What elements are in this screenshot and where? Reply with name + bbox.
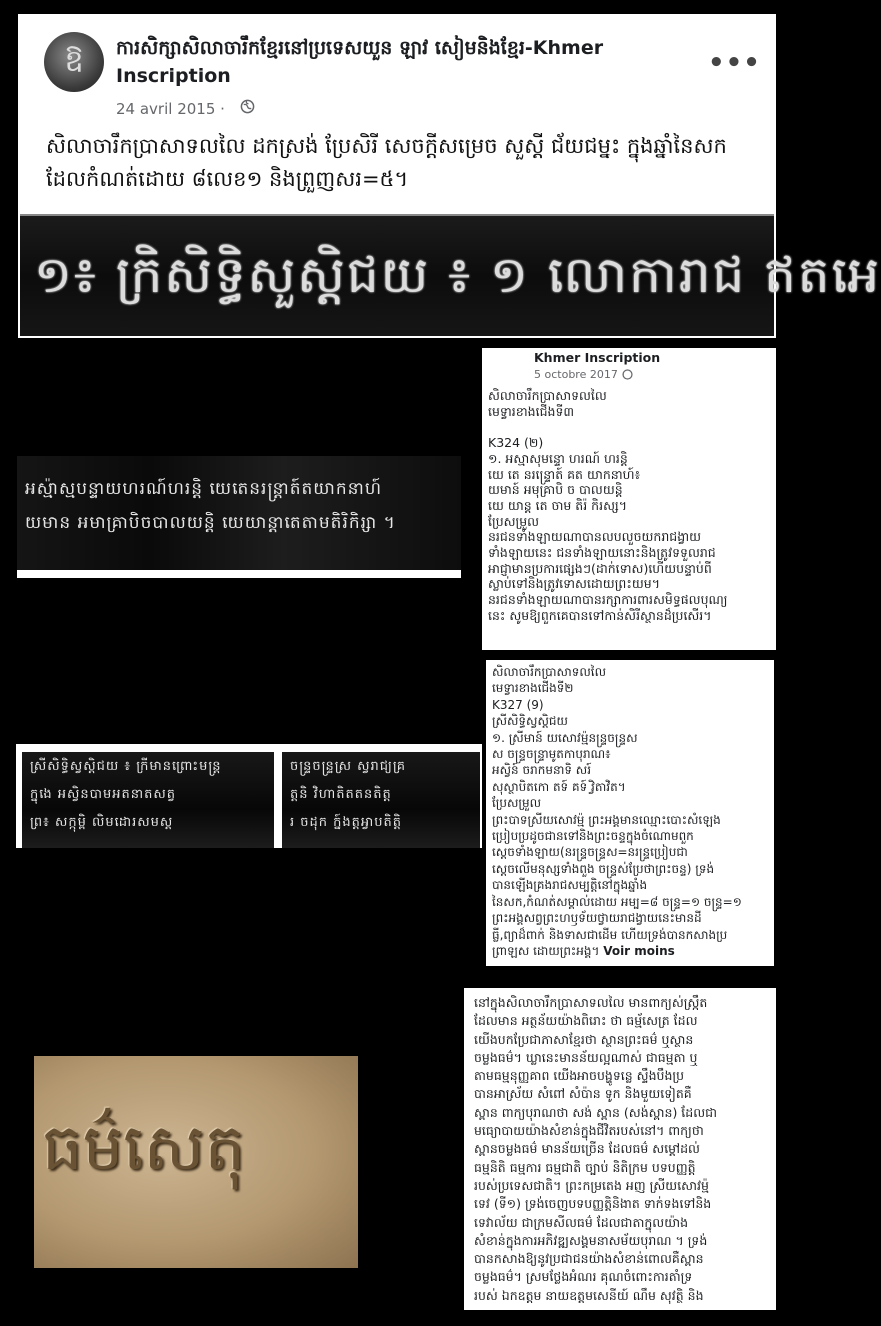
panel-timestamp[interactable]: 5 octobre 2017 ·: [534, 368, 625, 381]
text-line: អស្វិន៍ ចរាកមនាទិ សរ៍: [492, 763, 592, 778]
text-line: នេះ សូមឱ្យពួកគេបានទៅកាន់សិរីស្ថានដ៏ប្រសើរ។: [488, 607, 712, 623]
rubbing-line: ចន្ទ្រចន្ទ្រស្រ ស្វរាជ្យគ្រ: [290, 759, 407, 774]
text-line: K324 (២): [488, 435, 544, 451]
text-line: ដែលមាន អត្ថន័យយ៉ាងពិរោះ ថា ធម្ម័សេត្រ ដែល: [474, 1013, 698, 1029]
avatar-seal-icon: ឱ: [64, 44, 84, 79]
text-line: ចម្លងធម៌។ ស្រមថ្លែងអំណរ គុណចំពោះការតាំទ្រ: [474, 1269, 693, 1285]
see-less-link[interactable]: Voir moins: [603, 943, 675, 958]
text-line: ស្ពានចម្លងធម៌ មានន័យច្រើន ដែលធម៌ សម្ដៅដល់: [474, 1141, 700, 1157]
text-line: យេ តេ នរន្ទ្រោត៍ គត យាកនាហ៍៖: [488, 466, 641, 482]
text-line: សំខាន់ក្នុងការអភិវឌ្ឍសង្គមនាសម័យបុរាណ ។ ទ្រង់: [474, 1232, 708, 1248]
text-line: បានអាស្រ័យ សំពៅ សំប៉ាន ទូក និងមួយទៀតគឺ: [474, 1086, 692, 1102]
inscription-banner-image[interactable]: [20, 214, 881, 336]
text-line: ធ្លី,ព្យាដ៏ពាក់ និងទាសជាដើម ហើយទ្រង់បានកសាងប្រ: [492, 927, 728, 942]
text-line: ស្ពាន ពាក្យបុរាណថា សង់ ស្ពាន (សង់ស្ពាន) ដែលជា: [474, 1104, 717, 1120]
text-line: យមាន៍ អមុគ្រាបិ ច បាលយន្តិ: [488, 482, 623, 498]
text-fragment: ព្រាឡស ដោយព្រះអង្គ។: [492, 943, 600, 958]
post-card: [18, 14, 881, 338]
text-line: ប្រែសម្រួល: [488, 513, 540, 529]
text-line: ស្តេចទាំងឡាយ(នរន្ទ្រចន្ទ្រស=នរន្ទ្រប្រៀបជា: [492, 845, 688, 860]
page-name-link[interactable]: ការសិក្សាសិលាចារឹកខ្មែរនៅប្រទេសយួន ឡាវ សៀមនិងខ្មែរ-Khmer Inscription: [116, 37, 604, 87]
text-line: ចម្លងធម៌។ ឃ្លានេះមានន័យល្អណាស់ ជាធម្មតា ឬ: [474, 1049, 698, 1065]
text-line: មេទ្វារខាងជើងទី៣: [488, 403, 575, 419]
post-timestamp[interactable]: 24 avril 2015 ·: [116, 100, 225, 118]
text-line: បានកសាងឱ្យនូវប្រជាជនយ៉ាងសំខាន់ពោលគឺស្ពាន: [474, 1251, 704, 1267]
text-line: ទាំងឡាយនេះ ជនទាំងឡាយនោះនិងត្រូវទទួលរាជ: [488, 545, 716, 561]
text-line: មេទ្វារខាងជើងទី២: [492, 681, 574, 696]
text-line: សុស្ថាបិតកោ តទ៍ គទ៍ វ្វិតាវិត។: [492, 779, 626, 794]
text-line: យើងបកប្រែជាភាសាខ្មែរថា ស្ថានព្រះធម៌ ឬស្ថាន: [474, 1031, 694, 1047]
text-line: ធម្មនិតិ ធម្មការ ធម្មជាតិ ច្បាប់ និតិក្រម បទបញ្ញត្តិ: [474, 1159, 696, 1175]
panel-body: [474, 994, 770, 1305]
text-line: ព្រះអង្គសព្វព្រះហឫទ័យថ្វាយរាជង្វាយនេះមានដី: [492, 911, 702, 926]
inscription-rubbing-image-2: [16, 744, 482, 848]
rubbing-pane-left: [22, 752, 274, 848]
rubbing-line: រ ចដុក ក្ន៍ងត្តអ្វាបតិត្តិ: [290, 815, 403, 830]
inscription-rubbing-image-1: [17, 456, 461, 578]
text-line: សិលាចារឹកប្រាសាទលលៃ: [488, 388, 607, 403]
text-line: ១. ស្រីមាន៍ យសោវម៉្មនន្ទ្រចន្ទ្រស: [492, 730, 638, 745]
text-line: K327 (9): [492, 697, 544, 712]
text-line: សិលាចារឹកប្រាសាទលលៃ: [492, 665, 607, 679]
globe-icon: [622, 369, 633, 380]
text-line: ប្រែសម្រួល: [492, 796, 542, 811]
panel-page-name[interactable]: Khmer Inscription: [534, 350, 661, 365]
banner-inscription-text: ១៖ ក្រិសិទ្ធិសួស្តិជយ ៖ ១ លោការាជ ឥតអេ: [34, 246, 881, 304]
page-avatar[interactable]: [44, 32, 104, 92]
panel-body: [492, 664, 772, 959]
text-panel-k324: [482, 348, 776, 650]
text-line: របស់ ឯកឧត្តម នាយឧត្តមសេនីយ៍ ណឹម សុវត្ថិ និង: [474, 1287, 704, 1303]
text-line: នៃសក,កំណត់សម្គាល់ដោយ អម្ប=៨ ចន្ទ្រ=១ ចន្ទ្រ=១: [492, 894, 742, 909]
rubbing-line: ស្រីសិទ្ធិស្វស្តិជយ ៖ ក្រីមានព្រោះមន្ត្រ: [30, 759, 222, 774]
text-line: បានឡើងគ្រងរាជសម្បត្តិនៅក្នុងឆ្នាំង: [492, 878, 648, 893]
text-line: នៅក្នុងសិលាចារឹកប្រាសាទលលៃ មានពាក្យស់ស្រ្កឹត: [474, 995, 708, 1010]
rubbing-line: អស្ម៉ាស្មបន្ទាយហរណ៍ហរន្តិ យេតេនរន្រ្តាត៍តយាកនាហ៍: [25, 479, 383, 499]
text-line: មធ្យោបាយយ៉ាងសំខាន់ក្នុងជីវិតរបស់នៅ។ ពាក្យថា: [474, 1123, 704, 1139]
text-line: ស ចន្ទ្រចន្ទ្រាមូតកាបុរាណ៖: [492, 747, 611, 762]
carved-stone-photo: [34, 1056, 358, 1268]
text-line: ទេវ (ទី១) ទ្រង់ចេញបទបញ្ញត្តិនិងាត ទាក់ទងទៅនិង: [474, 1196, 712, 1212]
text-line: យេ យាន្ត តេ ចាម តិរ៉ កិរស្ស។: [488, 497, 627, 513]
text-line: ស្រីសិទ្ធិស្វស្តិជយ: [492, 714, 568, 729]
rubbing-line: ត្តនិ វិហាតិតតនតិត្ត: [290, 787, 392, 802]
globe-icon: [240, 99, 255, 114]
text-line: ១. អស្មាសុមន្ទោ ហរណ៍ ហរន្តិ: [488, 450, 628, 466]
rubbing-pane-right: [282, 752, 480, 848]
text-line: ទេវាល័យ ជាក្រមសីលធម៌ ដែលជាតាក្នុលយ៉ាង: [474, 1214, 689, 1230]
text-panel-k327: [486, 660, 774, 966]
text-line: នរជនទាំងឡាយណាបានលបលួចយករាជង្វាយ: [488, 529, 702, 545]
carved-inscription-text: ធម៌សេតុ: [42, 1111, 246, 1185]
text-panel-commentary: [464, 988, 776, 1310]
panel-body: [488, 388, 774, 624]
blank-line: [488, 419, 774, 435]
text-line: ព្រះបាទស្រីយសោវម៉្ម ព្រះអង្គមានឈ្មោះបោះសំឡេង: [492, 812, 721, 827]
text-line: តាមធម្មនុញ្ញគាព យើងអាចបង្ហូទន្លេ ស្ទឹងបឹងប្រ: [474, 1068, 685, 1084]
text-line: ប្រៀបប្រដូចជានទៅនិងព្រះចន្ទក្នុងចំណោមពួក: [492, 829, 694, 844]
text-line: [492, 943, 772, 959]
rubbing-line: ព្រ៖ សក្កុម្ពិ លិមដោរសមស្ត: [30, 815, 174, 830]
text-line: ស្តេចលើមនុស្សទាំងពួង ចន្ទ្រស់ប្រែថាព្រះចន្ទ) ទ្រង់: [492, 861, 715, 876]
text-line: របស់ប្រទេសជាតិ។ ព្រះកម្រតេង អញ ស្រីយសោវម៉្ម: [474, 1177, 709, 1193]
text-line: អាជ្ញាមានប្រការផ្សេងៗ(ដាក់ទោស)ហើយបន្ទាប់ពី: [488, 560, 712, 576]
rubbing-line: យមាន អមាគ្រាបិចបាលយន្តិ យេយាន្តាតេតាមតិរិកិរ្សា ។: [25, 513, 396, 533]
text-line: នរជនទាំងឡាយណាបានរក្សាការពារសមិទ្ធផលបុណ្យ: [488, 592, 728, 608]
post-message: សិលាចារឹកប្រាសាទលលៃ ដកស្រង់ ប្រែសិរី សេចក្តីសម្រេច សួស្តី ជ័យជម្នះ ក្នុងឆ្នាំនៃសក ដែលកំណត់ដោយ ៨លេខ១ និងព្រួញសរ=៥។: [46, 134, 727, 191]
text-line: ស្លាប់ទៅនិងត្រូវទោសដោយព្រះយម។: [488, 576, 660, 592]
more-options-icon[interactable]: •••: [708, 48, 761, 78]
image-border: [17, 570, 461, 578]
rubbing-line: ក្នុងេ អស្វិនបាមអតនាតសត្វ: [30, 787, 177, 802]
